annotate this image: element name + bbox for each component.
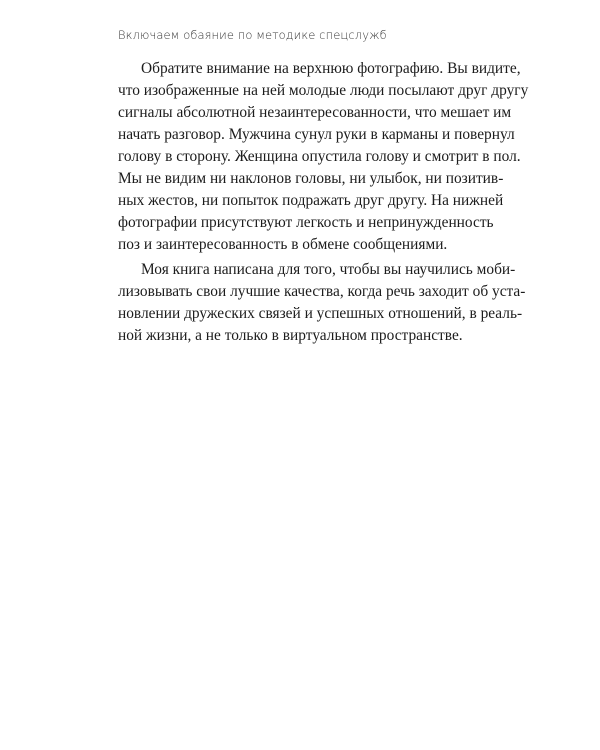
text-line: начать разговор. Мужчина сунул руки в карманы и повернул — [118, 126, 515, 143]
running-header: Включаем обаяние по методике спецслужб — [118, 28, 387, 42]
body-text — [118, 58, 529, 347]
text-line: голову в сторону. Женщина опустила голову и смотрит в пол. — [118, 148, 521, 165]
text-line: Моя книга написана для того, чтобы вы научились моби- — [141, 261, 516, 278]
text-line: Мы не видим ни наклонов головы, ни улыбок, ни позитив- — [118, 170, 504, 187]
text-line: сигналы абсолютной незаинтересованности, что мешает им — [118, 104, 512, 121]
text-line: новлении дружеских связей и успешных отношений, в реаль- — [118, 305, 523, 322]
text-line: фотографии присутствуют легкость и непринужденность — [118, 214, 494, 231]
text-line: Обратите внимание на верхнюю фотографию. Вы видите, — [141, 60, 521, 77]
text-line: ной жизни, а не только в виртуальном пространстве. — [118, 327, 463, 344]
text-line: поз и заинтересованность в обмене сообщениями. — [118, 236, 448, 253]
paragraph-2 — [118, 259, 526, 347]
paragraph-1 — [118, 58, 529, 256]
text-line: ных жестов, ни попыток подражать друг другу. На нижней — [118, 192, 504, 209]
text-line: что изображенные на ней молодые люди посылают друг другу — [118, 82, 529, 99]
text-line: лизовывать свои лучшие качества, когда речь заходит об уста- — [118, 283, 526, 300]
